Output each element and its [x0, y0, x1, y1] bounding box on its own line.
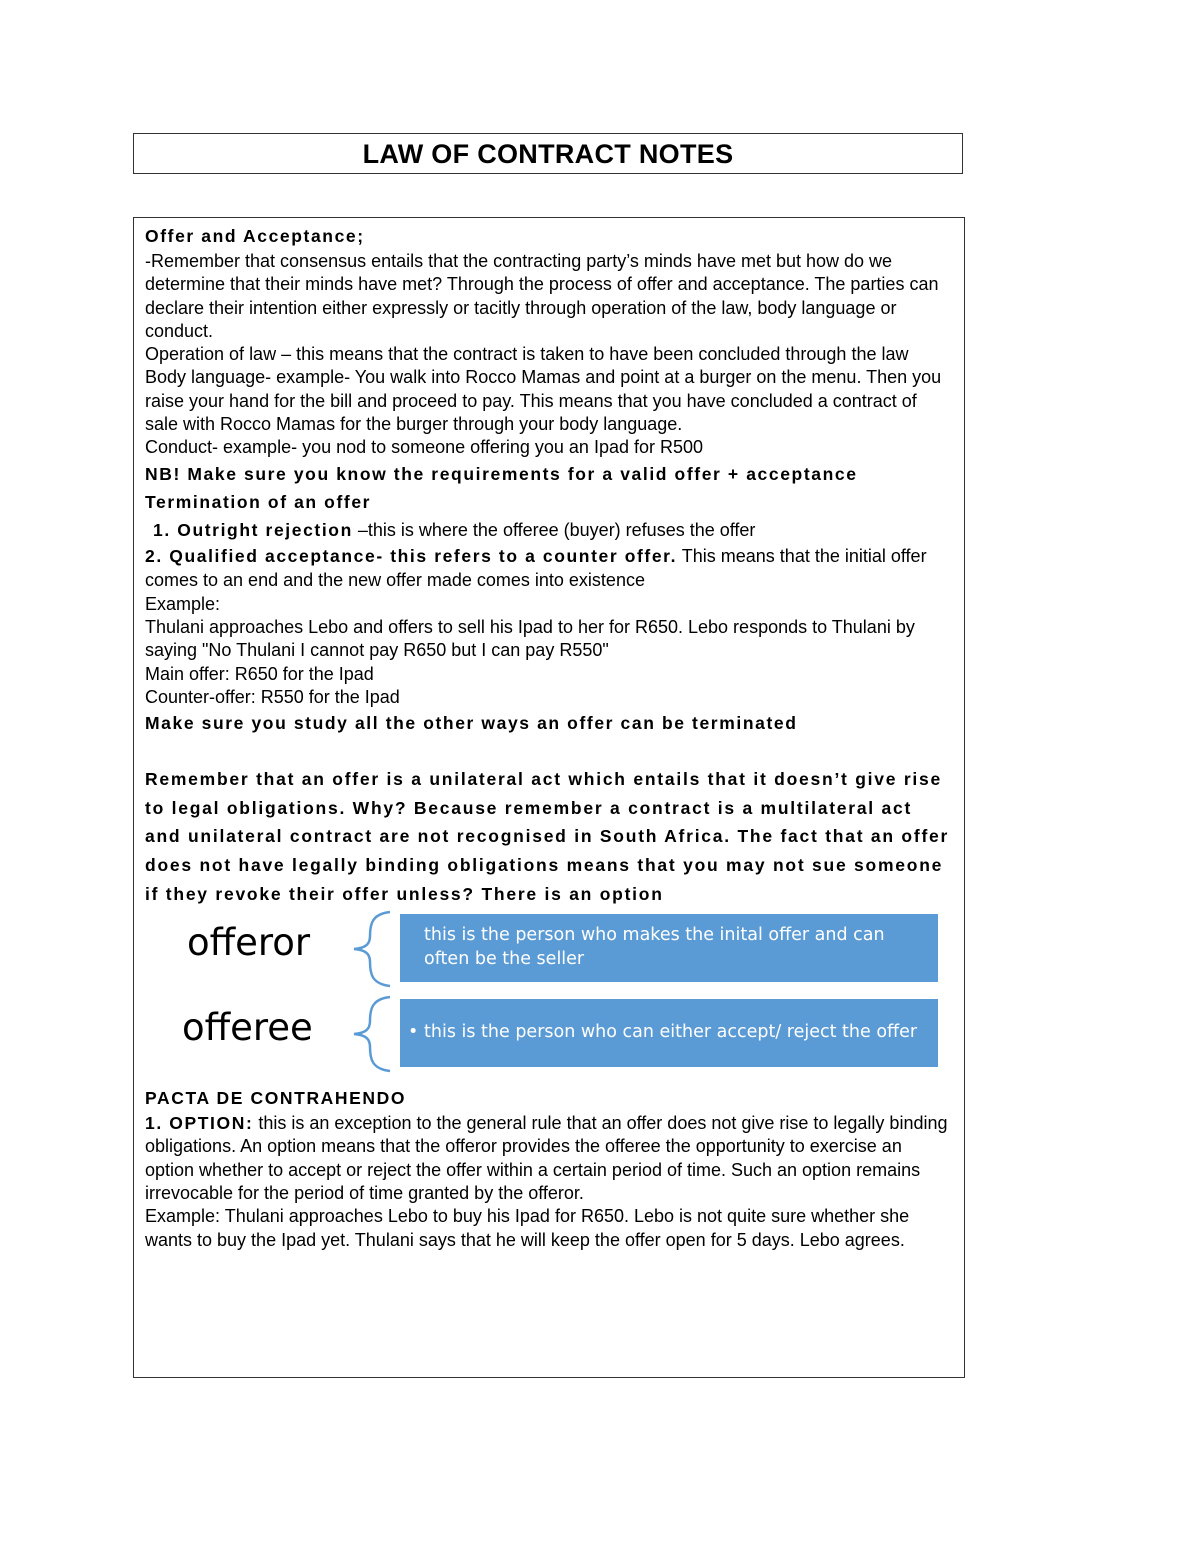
unilateral-act-paragraph: Remember that an offer is a unilateral act which entails that it doesn’t give rise to legal obligations. Why? Because remember a contract is a multilateral act and unilateral contract are not recognised in South Africa. The fact that an offer does not have legally binding obligations means that you may not sue someone if they revoke their offer unless? There is an option — [145, 769, 950, 904]
outright-rejection-text: –this is where the offeree (buyer) refuses the offer — [352, 519, 756, 540]
main-offer-line: Main offer: R650 for the Ipad — [145, 663, 374, 684]
outright-rejection-label: 1. Outright rejection — [153, 519, 353, 540]
option-label: 1. OPTION: — [145, 1113, 254, 1134]
qualified-acceptance-label: 2. Qualified acceptance- this refers to a counter offer. — [145, 545, 678, 566]
left-brace-icon — [348, 910, 396, 988]
offeror-definition-box — [392, 914, 938, 982]
option-example-paragraph: Example: Thulani approaches Lebo to buy his Ipad for R650. Lebo is not quite sure whether she wants to buy the Ipad yet. Thulani says that he will keep the offer open for 5 days. Lebo agrees. — [145, 1206, 910, 1250]
option-paragraph — [145, 1112, 954, 1205]
qualified-acceptance-text: This means that the initial offer comes to an end and the new offer made comes into existence — [145, 545, 927, 591]
notes-content — [133, 217, 965, 1378]
termination-example-label: Example: — [145, 593, 221, 614]
body-language-paragraph: Body language- example- You walk into Rocco Mamas and point at a burger on the menu. Then you raise your hand for the bill and proceed to pay. This means that you have concluded a contract of sale with Rocco Mamas for the burger through your body language. — [145, 367, 942, 435]
offeror-term: offeror — [187, 921, 311, 965]
bullet-icon: • — [408, 1022, 419, 1043]
spacer — [145, 737, 954, 765]
operation-of-law-paragraph: Operation of law – this means that the contract is taken to have been concluded through the law — [145, 344, 909, 365]
offeree-definition-box — [400, 999, 938, 1067]
section-heading-termination: Termination of an offer — [145, 491, 372, 512]
option-text: this is an exception to the general rule that an offer does not give rise to legally binding obligations. An option means that the offeror provides the offeree the opportunity to exercise an option whether to accept or reject the offer within a certain period of time. Such an option remains irrevocable for the period of time granted by the offeror. — [145, 1113, 948, 1204]
bullet-icon: • — [392, 925, 403, 946]
counter-offer-line: Counter-offer: R550 for the Ipad — [145, 686, 400, 707]
termination-example-text: Thulani approaches Lebo and offers to sell his Ipad to her for R650. Lebo responds to Thulani by saying "No Thulani I cannot pay R650 but I can pay R550" — [145, 616, 915, 661]
offeree-definition-text: this is the person who can either accept/ reject the offer — [424, 1022, 918, 1043]
offer-acceptance-intro: -Remember that consensus entails that the contracting party’s minds have met but how do we determine that their minds have met? Through the process of offer and acceptance. The parties can declare their intention either expressly or tacitly through operation of the law, body language or conduct. — [145, 251, 939, 341]
termination-item-outright-rejection — [145, 516, 954, 544]
title-box — [133, 133, 963, 174]
nb-requirements-note: NB! Make sure you know the requirements for a valid offer + acceptance — [145, 463, 858, 484]
termination-item-qualified-acceptance — [145, 544, 954, 593]
conduct-paragraph: Conduct- example- you nod to someone offering you an Ipad for R500 — [145, 437, 704, 458]
left-brace-icon — [348, 995, 396, 1073]
section-heading-pacta: PACTA DE CONTRAHENDO — [145, 1088, 407, 1109]
offeror-definition-text: this is the person who makes the inital offer and can often be the seller — [424, 925, 885, 970]
offeror-offeree-diagram — [145, 910, 954, 1080]
document-title: LAW OF CONTRACT NOTES — [362, 139, 734, 169]
offeree-term: offeree — [182, 1006, 313, 1050]
section-heading-offer-acceptance: Offer and Acceptance; — [145, 226, 365, 246]
study-termination-note: Make sure you study all the other ways an offer can be terminated — [145, 713, 798, 734]
